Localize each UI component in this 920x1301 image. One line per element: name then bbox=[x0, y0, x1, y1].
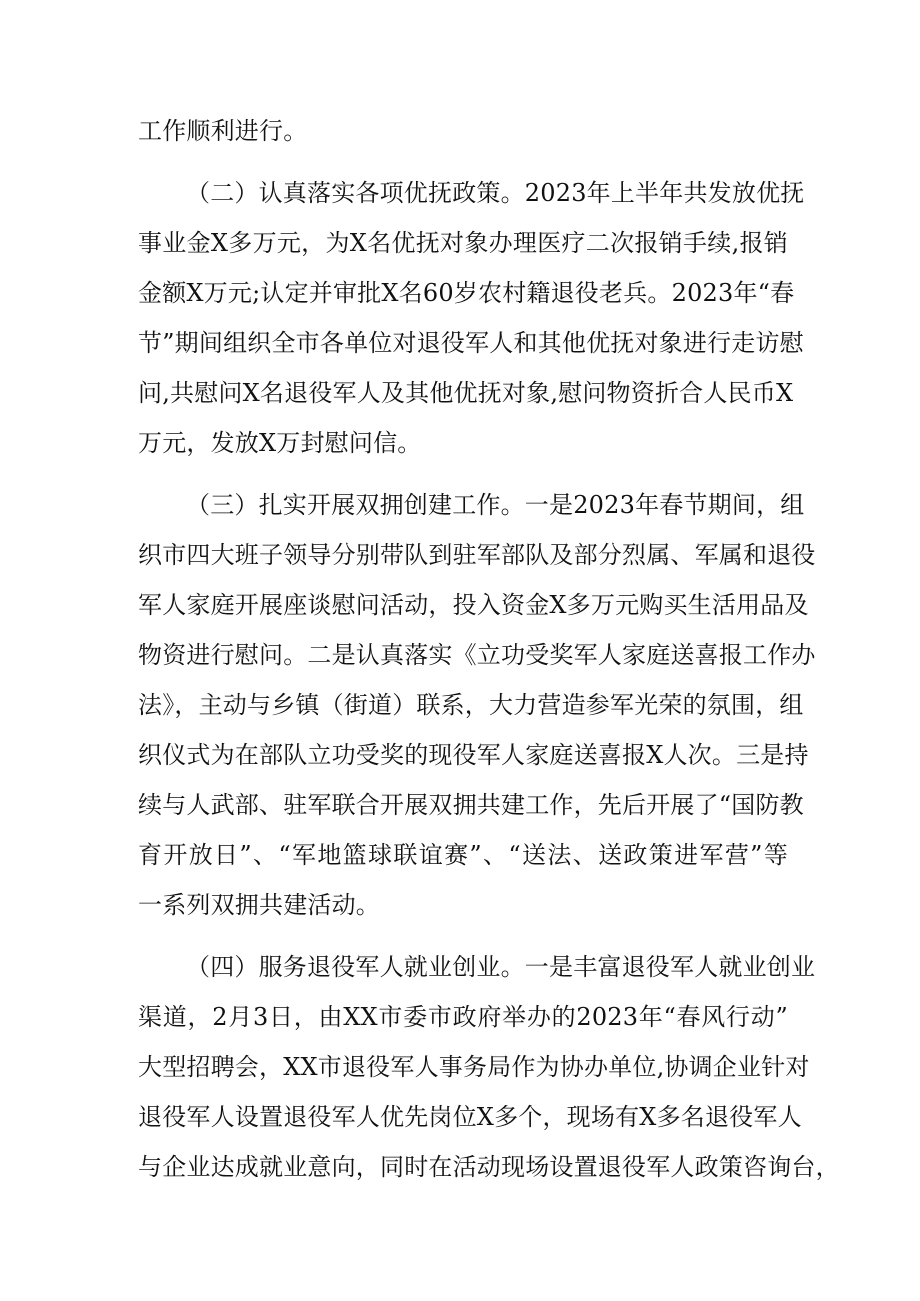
text-line-18: 渠道，2月3日，由XX市委市政府举办的2023年“春风行动” bbox=[138, 1003, 788, 1031]
text-line-10: 军人家庭开展座谈慰问活动，投入资金X多万元购买生活用品及 bbox=[138, 591, 809, 619]
text-line-4: 金额X万元;认定并审批X名60岁农村籍退役老兵。2023年“春 bbox=[138, 279, 795, 307]
text-line-7: 万元，发放X万封慰问信。 bbox=[138, 429, 422, 457]
text-line-2: （二）认真落实各项优抚政策。2023年上半年共发放优抚 bbox=[186, 179, 805, 207]
text-line-15: 育开放日”、“军地篮球联谊赛”、“送法、送政策进军营”等 bbox=[138, 841, 788, 869]
text-line-20: 退役军人设置退役军人优先岗位X多个，现场有X多名退役军人 bbox=[138, 1103, 802, 1131]
text-line-11: 物资进行慰问。二是认真落实《立功受奖军人家庭送喜报工作办 bbox=[138, 641, 816, 669]
text-line-16: 一系列双拥共建活动。 bbox=[138, 891, 380, 919]
text-line-14: 续与人武部、驻军联合开展双拥共建工作，先后开展了“国防教 bbox=[138, 791, 804, 819]
text-line-12: 法》，主动与乡镇（街道）联系，大力营造参军光荣的氛围，组 bbox=[138, 691, 804, 719]
text-line-21: 与企业达成就业意向，同时在活动现场设置退役军人政策咨询台， bbox=[138, 1153, 840, 1181]
text-line-6: 问,共慰问X名退役军人及其他优抚对象,慰问物资折合人民币X bbox=[138, 379, 794, 407]
text-line-17: （四）服务退役军人就业创业。一是丰富退役军人就业创业 bbox=[186, 953, 816, 981]
text-line-8: （三）扎实开展双拥创建工作。一是2023年春节期间，组 bbox=[186, 491, 805, 519]
text-line-9: 织市四大班子领导分别带队到驻军部队及部分烈属、军属和退役 bbox=[138, 541, 816, 569]
text-line-1: 工作顺利进行。 bbox=[138, 117, 308, 145]
text-line-13: 织仪式为在部队立功受奖的现役军人家庭送喜报X人次。三是持 bbox=[138, 741, 809, 769]
text-line-5: 节”期间组织全市各单位对退役军人和其他优抚对象进行走访慰 bbox=[138, 329, 804, 357]
text-line-19: 大型招聘会，XX市退役军人事务局作为协办单位,协调企业针对 bbox=[138, 1053, 810, 1081]
text-line-3: 事业金X多万元，为X名优抚对象办理医疗二次报销手续,报销 bbox=[138, 229, 788, 257]
